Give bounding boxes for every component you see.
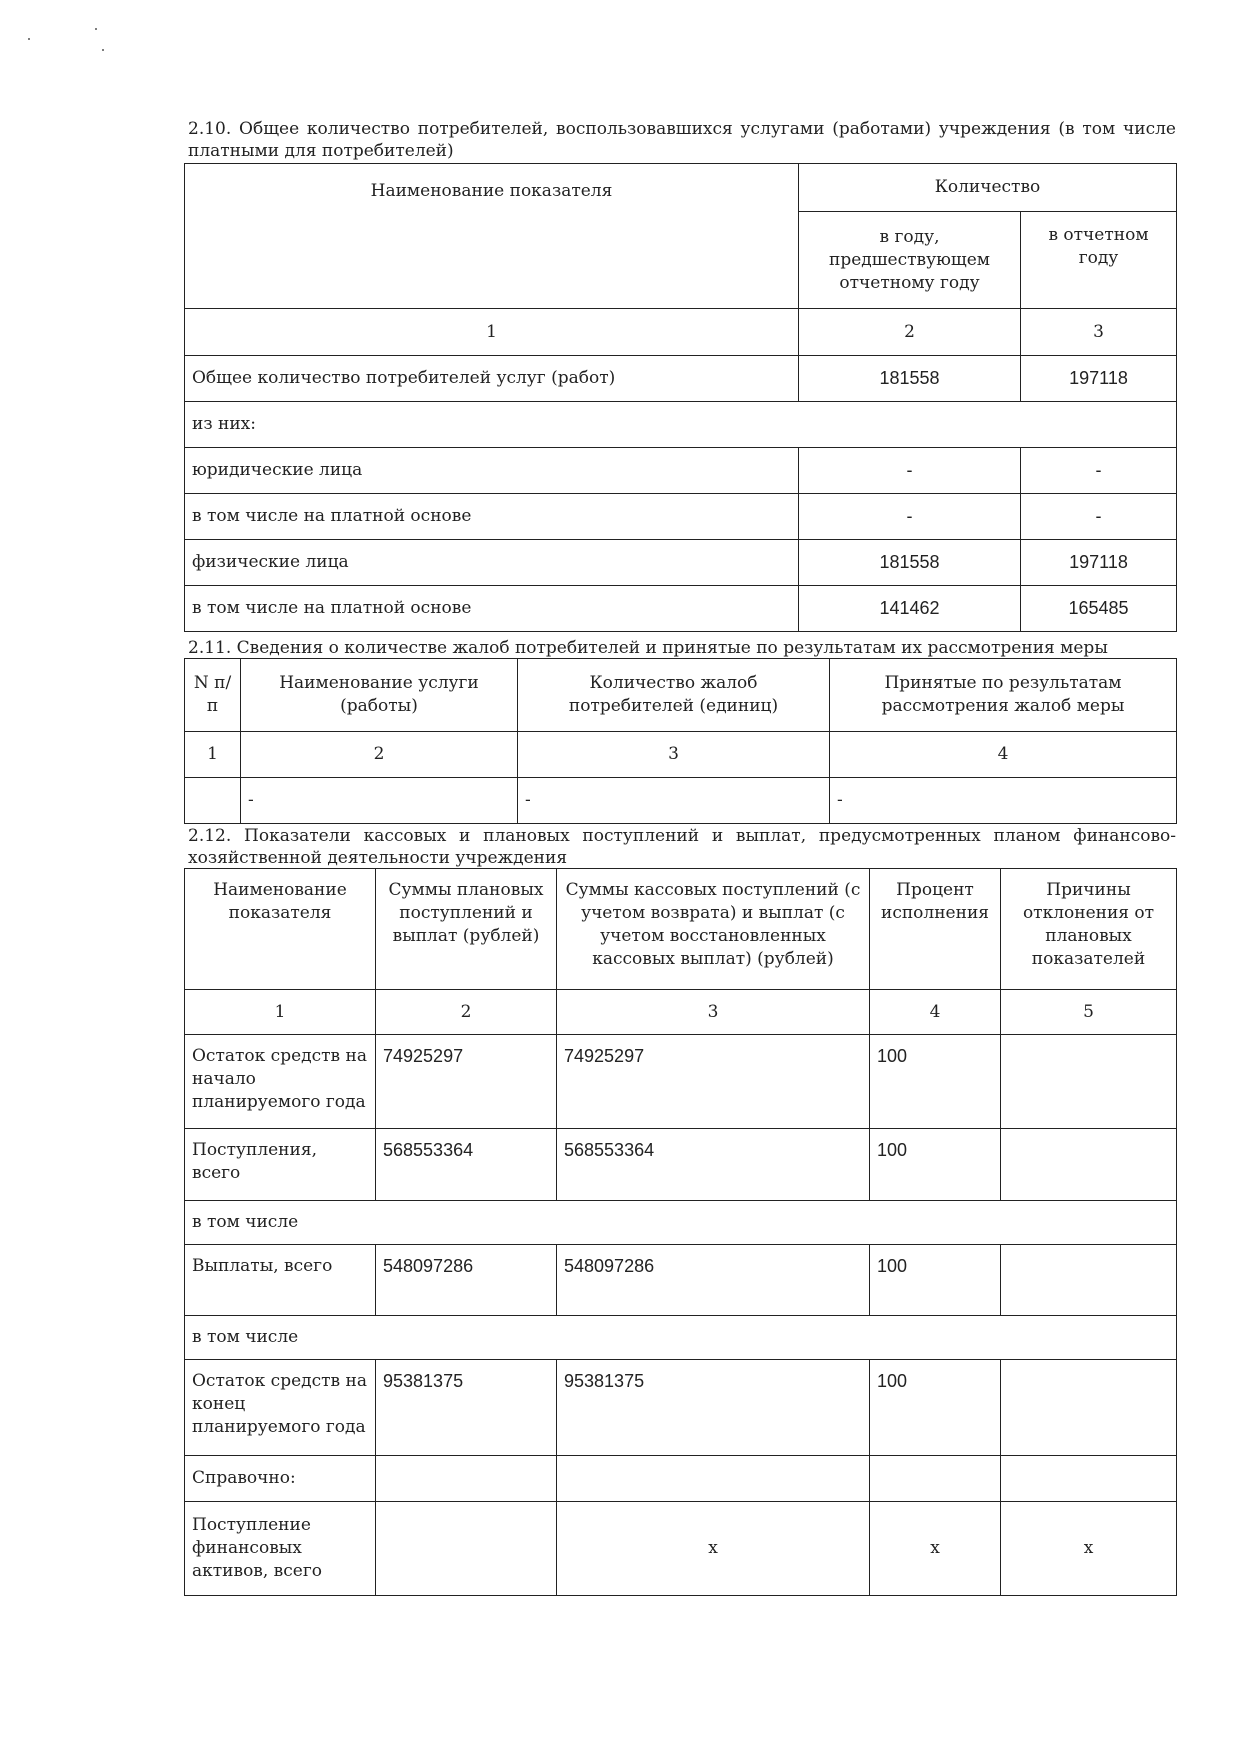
cash-sum: 548097286 — [557, 1245, 870, 1316]
col-number: 4 — [870, 990, 1001, 1035]
header-indicator: Наименование показателя — [185, 869, 376, 990]
report-year-value: - — [1021, 494, 1177, 540]
service-name: - — [241, 778, 518, 824]
header-indicator: Наименование показателя — [185, 164, 799, 309]
financial-table — [184, 868, 1177, 1596]
col-number: 2 — [376, 990, 557, 1035]
col-number: 1 — [185, 990, 376, 1035]
row-label: Остаток средств на конец планируемого года — [185, 1360, 376, 1456]
header-measures: Принятые по результатам рассмотрения жалоб меры — [830, 659, 1177, 732]
row-label: в том числе — [185, 1316, 1177, 1360]
deviation-reason — [1001, 1360, 1177, 1456]
plan-sum — [376, 1502, 557, 1596]
cash-sum: x — [557, 1502, 870, 1596]
section-2-12-title: 2.12. Показатели кассовых и плановых поступлений и выплат, предусмотренных планом финансово-хозяйственной деятельности учреждения — [188, 826, 1176, 868]
deviation-reason — [1001, 1245, 1177, 1316]
plan-sum: 568553364 — [376, 1129, 557, 1201]
row-label: Остаток средств на начало планируемого года — [185, 1035, 376, 1129]
col-number: 2 — [241, 732, 518, 778]
col-number: 1 — [185, 309, 799, 356]
plan-sum: 74925297 — [376, 1035, 557, 1129]
row-label: Поступление финансовых активов, всего — [185, 1502, 376, 1596]
deviation-reason: x — [1001, 1502, 1177, 1596]
table-row — [185, 586, 1177, 632]
col-number: 3 — [1021, 309, 1177, 356]
prev-year-value: - — [799, 448, 1021, 494]
table-row — [185, 494, 1177, 540]
prev-year-value: 141462 — [799, 586, 1021, 632]
report-year-value: 165485 — [1021, 586, 1177, 632]
header-cash-sums: Суммы кассовых поступлений (с учетом возврата) и выплат (с учетом восстановленных кассовых выплат) (рублей) — [557, 869, 870, 990]
execution-percent: 100 — [870, 1360, 1001, 1456]
col-number: 5 — [1001, 990, 1177, 1035]
row-label: в том числе на платной основе — [185, 494, 799, 540]
table-row — [185, 1129, 1177, 1201]
report-year-value: - — [1021, 448, 1177, 494]
execution-percent: 100 — [870, 1245, 1001, 1316]
table-row — [185, 1316, 1177, 1360]
header-quantity: Количество — [799, 164, 1177, 212]
col-number: 1 — [185, 732, 241, 778]
consumers-table — [184, 163, 1177, 632]
table-row — [185, 1245, 1177, 1316]
report-year-value: 197118 — [1021, 356, 1177, 402]
row-label: физические лица — [185, 540, 799, 586]
plan-sum: 95381375 — [376, 1360, 557, 1456]
header-service: Наименование услуги (работы) — [241, 659, 518, 732]
cash-sum: 95381375 — [557, 1360, 870, 1456]
execution-percent: x — [870, 1502, 1001, 1596]
execution-percent — [870, 1456, 1001, 1502]
execution-percent: 100 — [870, 1035, 1001, 1129]
table-row — [185, 1360, 1177, 1456]
row-label: Справочно: — [185, 1456, 376, 1502]
row-label: Поступления, всего — [185, 1129, 376, 1201]
table-row — [185, 540, 1177, 586]
header-complaints-count: Количество жалоб потребителей (единиц) — [518, 659, 830, 732]
header-report-year: в отчетном году — [1021, 212, 1177, 309]
table-row — [185, 1502, 1177, 1596]
header-plan-sums: Суммы плановых поступлений и выплат (рублей) — [376, 869, 557, 990]
section-2-11-title: 2.11. Сведения о количестве жалоб потребителей и принятые по результатам их рассмотрения меры — [188, 638, 1108, 658]
row-label: в том числе на платной основе — [185, 586, 799, 632]
row-label: Общее количество потребителей услуг (работ) — [185, 356, 799, 402]
row-label: Выплаты, всего — [185, 1245, 376, 1316]
measures: - — [830, 778, 1177, 824]
cash-sum — [557, 1456, 870, 1502]
header-number: N п/п — [185, 659, 241, 732]
scan-speck — [102, 49, 104, 51]
cash-sum: 74925297 — [557, 1035, 870, 1129]
table-row — [185, 448, 1177, 494]
complaints-count: - — [518, 778, 830, 824]
section-2-10-title: 2.10. Общее количество потребителей, воспользовавшихся услугами (работами) учреждения (в том числе платными для потребителей) — [188, 119, 1176, 161]
row-number — [185, 778, 241, 824]
table-row — [185, 1456, 1177, 1502]
header-prev-year: в году, предшествующем отчетному году — [799, 212, 1021, 309]
header-deviation-reasons: Причины отклонения от плановых показателей — [1001, 869, 1177, 990]
table-row — [185, 1201, 1177, 1245]
row-label: из них: — [185, 402, 1177, 448]
complaints-table — [184, 658, 1177, 824]
prev-year-value: - — [799, 494, 1021, 540]
execution-percent: 100 — [870, 1129, 1001, 1201]
prev-year-value: 181558 — [799, 540, 1021, 586]
col-number: 4 — [830, 732, 1177, 778]
report-year-value: 197118 — [1021, 540, 1177, 586]
scan-speck — [95, 28, 97, 30]
prev-year-value: 181558 — [799, 356, 1021, 402]
table-row — [185, 402, 1177, 448]
header-execution-percent: Процент исполнения — [870, 869, 1001, 990]
col-number: 3 — [557, 990, 870, 1035]
cash-sum: 568553364 — [557, 1129, 870, 1201]
row-label: в том числе — [185, 1201, 1177, 1245]
col-number: 3 — [518, 732, 830, 778]
plan-sum: 548097286 — [376, 1245, 557, 1316]
table-row — [185, 778, 1177, 824]
plan-sum — [376, 1456, 557, 1502]
deviation-reason — [1001, 1456, 1177, 1502]
col-number: 2 — [799, 309, 1021, 356]
deviation-reason — [1001, 1129, 1177, 1201]
table-row — [185, 1035, 1177, 1129]
scan-speck — [28, 38, 30, 40]
deviation-reason — [1001, 1035, 1177, 1129]
row-label: юридические лица — [185, 448, 799, 494]
table-row — [185, 356, 1177, 402]
